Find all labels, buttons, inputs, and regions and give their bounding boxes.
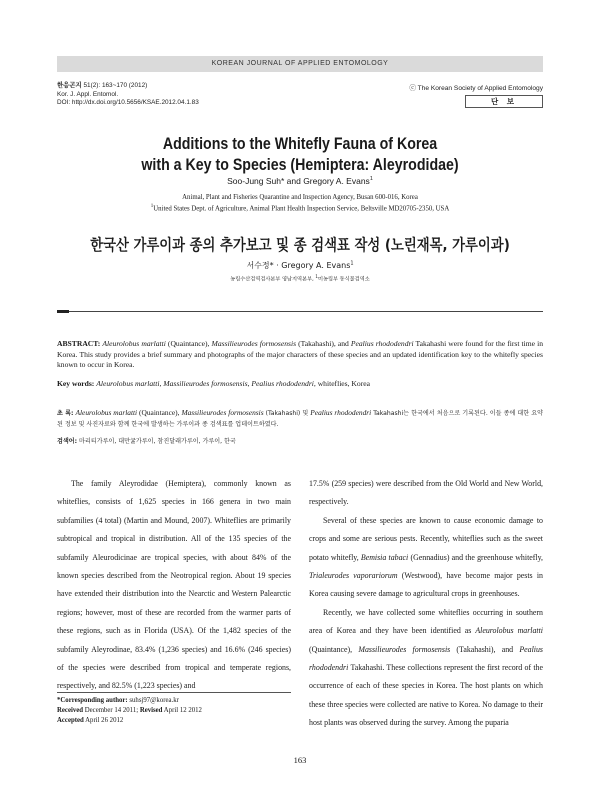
keywords-ko bbox=[57, 436, 543, 445]
abstract-text: (Takahashi), and bbox=[296, 339, 351, 348]
journal-name: KOREAN JOURNAL OF APPLIED ENTOMOLOGY bbox=[211, 60, 389, 67]
affil-ko-sup: 1 bbox=[315, 274, 318, 279]
species-name: Massilieurodes formosensis bbox=[181, 408, 264, 417]
keywords-en bbox=[57, 379, 543, 389]
revised-label: Revised bbox=[139, 707, 163, 714]
section-rule-thin bbox=[69, 311, 543, 312]
text: (Gennadius) and the greenhouse whitefly, bbox=[408, 552, 543, 562]
keyword-sep: , bbox=[247, 379, 252, 388]
abstract-ko-text: (Quaintance), bbox=[137, 408, 182, 417]
keyword: Pealius rhododendri bbox=[251, 379, 314, 388]
text: Takahashi. These collections represent the first record of the occurrence of each of these species in Korea. The host plants on which these three species were collected are native to Korea. No damage to their host plants was observed during the survey. Among the puparia bbox=[309, 663, 543, 728]
accepted-date: April 26 2012 bbox=[85, 717, 124, 724]
species-name: Pealius rhododendri bbox=[350, 339, 414, 348]
paragraph bbox=[309, 512, 543, 604]
abstract-ko bbox=[57, 407, 543, 430]
species-name: Massilieurodes formosensis bbox=[211, 339, 297, 348]
authors-ko-sup: 1 bbox=[350, 260, 354, 267]
abstract-text: (Quaintance), bbox=[165, 339, 212, 348]
affiliation-2-sup: 1 bbox=[150, 204, 154, 209]
keyword-sep: , bbox=[159, 379, 164, 388]
species-name: Aleurolobus marlatti bbox=[102, 339, 166, 348]
journal-abbrev-en: Kor. J. Appl. Entomol. bbox=[57, 90, 119, 98]
species-name: Bemisia tabaci bbox=[360, 552, 409, 562]
text: Several of these species are known to cause economic damage to crops and some are serious pests. Recently, whiteflies such as the sweet potato whitefly, bbox=[309, 515, 543, 562]
species-name: Trialeurodes vaporariorum bbox=[309, 571, 398, 581]
paragraph: The family Aleyrodidae (Hemiptera), commonly known as whiteflies, consists of 1,625 species in 166 genera in two main subfamilies (4 total) (Martin and Mound, 2007). Whiteflies are primarily subtropical and tropical in distribution. All of the 135 species of the subfamily Aleurodicinae are tropical species, with about 84% of the known species described from the Neotropical region. About 19 species have extended their distribution into the Nearctic and Western Palearctic regions; however, most of these are recorded from the warmer parts of these regions, such as in Florida (USA). Of the 1,482 species of the subfamily Aleyrodinae, 83.4% (1,236 species) and 16.6% (246 species) of the species were described from tropical and temperate regions, respectively, and 82.5% (1,223 species) and bbox=[57, 479, 291, 691]
species-name: Aleurolobus marlatti bbox=[75, 408, 138, 417]
authors-ko bbox=[0, 260, 600, 271]
affil-ko-1: 농림수산검역검사본부 영남지역본부, bbox=[230, 276, 316, 283]
abstract-label: ABSTRACT: bbox=[57, 339, 101, 348]
authors-en bbox=[0, 176, 600, 186]
affiliation-1: Animal, Plant and Fisheries Quarantine and Inspection Agency, Busan 600-016, Korea bbox=[182, 194, 418, 201]
abstract-en bbox=[57, 339, 543, 371]
abstract-text: Takahashi were found for the first time in Korea. This study provides a brief summary and photographs of the major characters of these species and an updated identification key to the whitefly species known to occur in Korea. bbox=[57, 339, 544, 369]
title-line-2: with a Key to Species (Hemiptera: Aleyrodidae) bbox=[141, 156, 459, 174]
footnote-block bbox=[57, 696, 291, 726]
authors-en-text: Soo-Jung Suh* and Gregory A. Evans bbox=[227, 176, 370, 186]
authors-ko-text: 서수정* · Gregory A. Evans bbox=[246, 261, 351, 270]
copyright-notice: ⓒ The Korean Society of Applied Entomology bbox=[409, 85, 543, 92]
footnote-rule bbox=[57, 692, 291, 693]
journal-abbrev-ko: 한응곤지 bbox=[57, 82, 82, 89]
volume-info: 51(2): 163~170 (2012) bbox=[81, 82, 148, 89]
keywords-ko-text: 마리티가루이, 대만귤가루이, 참진달래가루이, 가루이, 한국 bbox=[77, 438, 236, 445]
affiliation-2: United States Dept. of Agriculture, Animal Plant Health Inspection Service, Beltsville MD20705-2350, USA bbox=[153, 205, 450, 213]
text: (Westwood), have become major pests in Korea causing severe damage to agricultural crops in greenhouses. bbox=[309, 571, 543, 599]
paper-title-en bbox=[42, 134, 558, 176]
species-name: Pealius rhododendri bbox=[310, 408, 372, 417]
body-column-right bbox=[309, 475, 543, 733]
citation-block bbox=[57, 82, 199, 108]
keywords-label: Key words: bbox=[57, 379, 95, 388]
species-name: Pealius rhododendri bbox=[309, 644, 543, 673]
revised-date: April 12 2012 bbox=[163, 707, 202, 714]
author-sup: 1 bbox=[369, 176, 373, 183]
corresponding-email[interactable]: suhsj97@korea.kr bbox=[129, 697, 179, 704]
article-type-badge: 단 보 bbox=[465, 95, 543, 108]
received-date: December 14 2011; bbox=[84, 707, 139, 714]
affiliations-en bbox=[0, 193, 600, 213]
affil-ko-2: 미농림부 동식물검역소 bbox=[317, 276, 370, 283]
abstract-ko-label: 초 록: bbox=[57, 410, 74, 417]
corresponding-label: *Corresponding author: bbox=[57, 697, 128, 704]
abstract-ko-text: Takahashi는 한국에서 처음으로 기록된다. 이들 종에 대한 요약된 정보 및 사진자료와 함께 한국에 발생하는 가루이과 종 검색표를 업데이트하였다. bbox=[57, 410, 543, 428]
paragraph: 17.5% (259 species) were described from the Old World and New World, respectively. bbox=[309, 479, 543, 507]
title-line-1: Additions to the Whitefly Fauna of Korea bbox=[162, 135, 438, 153]
doi-link[interactable]: DOI: http://dx.doi.org/10.5656/KSAE.2012.04.1.83 bbox=[57, 99, 199, 107]
abstract-ko-text: (Takahashi) 및 bbox=[263, 410, 311, 417]
paragraph bbox=[309, 604, 543, 733]
text: Recently, we have collected some whiteflies occurring in southern area of Korea and they have been identified as bbox=[309, 607, 543, 636]
page-number: 163 bbox=[293, 755, 307, 765]
keyword: Massilieurodes formosensis bbox=[163, 379, 248, 388]
body-column-left bbox=[57, 475, 291, 696]
text: (Quaintance), bbox=[309, 644, 359, 654]
species-name: Massilieurodes formosensis bbox=[358, 644, 451, 654]
keyword: Aleurolobus marlatti bbox=[96, 379, 160, 388]
species-name: Aleurolobus marlatti bbox=[475, 626, 543, 636]
text: (Takahashi), and bbox=[450, 644, 520, 654]
accepted-label: Accepted bbox=[57, 717, 84, 724]
keyword: , whiteflies, Korea bbox=[313, 379, 370, 388]
affiliations-ko bbox=[0, 274, 600, 283]
paper-title-ko: 한국산 가루이과 종의 추가보고 및 종 검색표 작성 (노린재목, 가루이과) bbox=[90, 236, 510, 254]
journal-header-bar bbox=[57, 56, 543, 72]
section-rule-thick bbox=[57, 310, 69, 313]
keywords-ko-label: 검색어: bbox=[57, 438, 78, 445]
received-label: Received bbox=[57, 707, 84, 714]
